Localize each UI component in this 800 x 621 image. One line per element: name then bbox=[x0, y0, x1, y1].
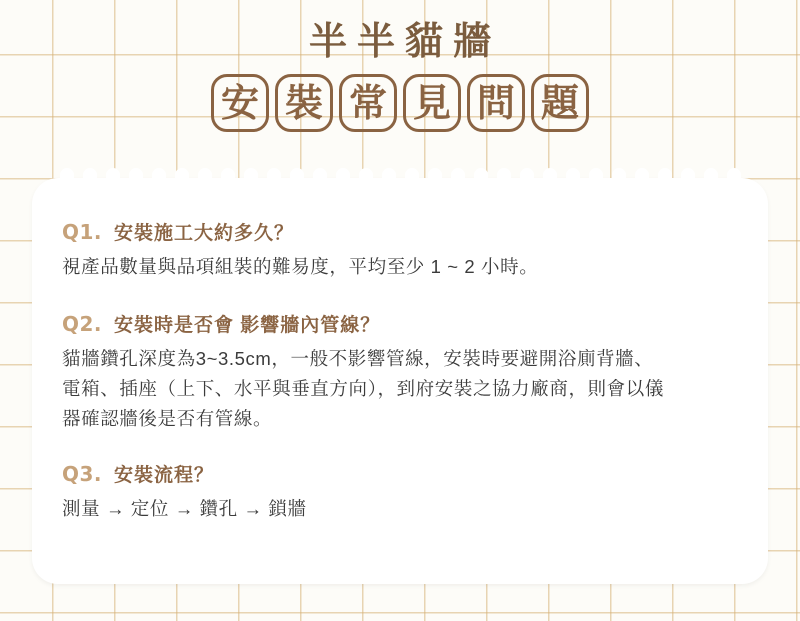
faq-answer-text: 測量 → 定位 → 鑽孔 → 鎖牆 bbox=[62, 497, 307, 519]
subtitle-stamp-3: 常 bbox=[339, 74, 397, 132]
faq-list bbox=[62, 218, 752, 524]
subtitle-stamp-5: 問 bbox=[467, 74, 525, 132]
subtitle-stamp-1: 安 bbox=[211, 74, 269, 132]
faq-answer-text: 視產品數量與品項組裝的難易度，平均至少 1 ~ 2 小時。 bbox=[62, 256, 539, 277]
faq-question-text: 安裝流程？ bbox=[114, 464, 215, 486]
faq-question-number: Q1. bbox=[62, 220, 103, 244]
faq-question-line bbox=[62, 218, 752, 245]
page-subtitle-stamps bbox=[0, 74, 800, 132]
faq-item bbox=[62, 310, 752, 434]
faq-question-line bbox=[62, 310, 752, 337]
faq-question-number: Q3. bbox=[62, 461, 103, 486]
subtitle-stamp-6: 題 bbox=[531, 74, 589, 132]
faq-question-text: 安裝時是否會 影響牆內管線？ bbox=[114, 314, 381, 336]
faq-question-number: Q2. bbox=[62, 311, 103, 336]
page-title: 半半貓牆 bbox=[308, 21, 501, 63]
faq-item bbox=[62, 218, 752, 282]
faq-answer-text: 貓牆鑽孔深度為3~3.5cm，一般不影響管線，安裝時要避開浴廁背牆、電箱、插座（上下、水平與垂直方向），到府安裝之協力廠商，則會以儀器確認牆後是否有管線。 bbox=[62, 347, 664, 429]
header bbox=[0, 0, 800, 170]
subtitle-stamp-4: 見 bbox=[403, 74, 461, 132]
faq-item bbox=[62, 460, 752, 524]
faq-question-text: 安裝施工大約多久？ bbox=[114, 223, 295, 244]
faq-question-line bbox=[62, 460, 752, 487]
subtitle-stamp-2: 裝 bbox=[275, 74, 333, 132]
